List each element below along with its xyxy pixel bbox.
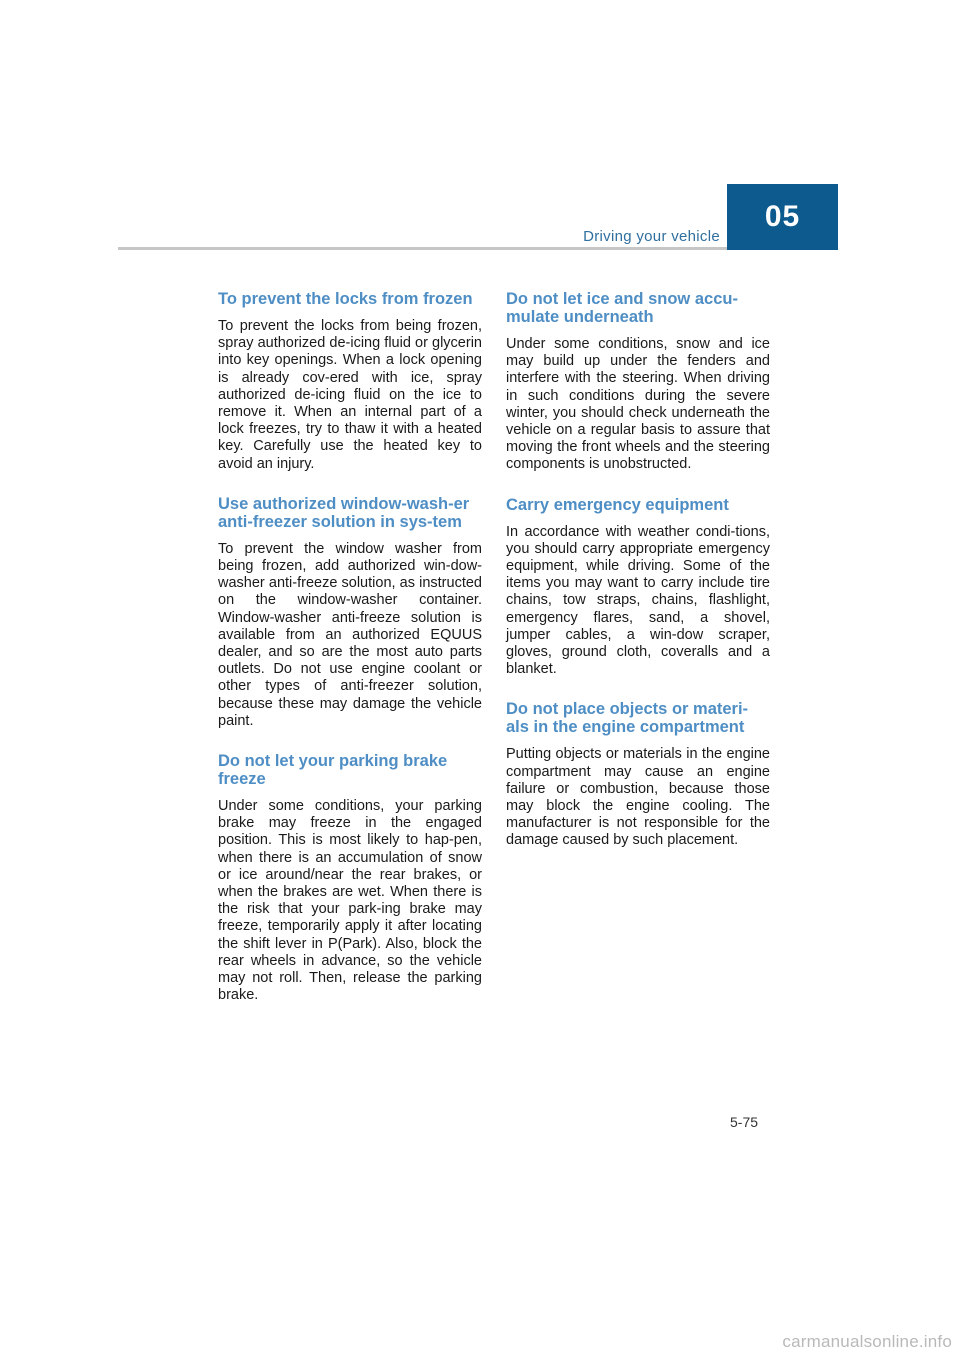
section-body: Under some conditions, your parking brake may freeze in the engaged position. This is most likely to hap-pen, when there is an accumulation of snow or ice around/near the rear brakes, or when the brakes are wet. When there is the risk that your park-ing brake may freeze, temporarily apply it after locating the shift lever in P(Park). Also, block the rear wheels in advance, so the vehicle may not roll. Then, release the parking brake. (218, 798, 482, 1004)
watermark: carmanualsonline.info (782, 1332, 952, 1351)
left-column (218, 290, 482, 1027)
right-column (506, 290, 770, 872)
header-divider (118, 247, 727, 250)
section-parking-brake (218, 752, 482, 1004)
section-heading: Carry emergency equipment (506, 495, 729, 514)
section-body: To prevent the locks from being frozen, spray authorized de-icing fluid or glycerin into key openings. When a lock opening is already cov-ered with ice, spray authorized de-icing fluid on the ice to remove it. When an internal part of a lock freezes, try to thaw it with a heated key. Carefully use the heated key to avoid an injury. (218, 318, 482, 472)
section-locks (218, 290, 482, 473)
section-ice-snow (506, 290, 770, 474)
section-emergency-equipment (506, 496, 770, 679)
section-body: Putting objects or materials in the engine compartment may cause an engine failure or combustion, because those may block the engine cooling. The manufacturer is not responsible for the damage caused by such placement. (506, 746, 770, 849)
section-body: To prevent the window washer from being frozen, add authorized win-dow-washer anti-freeze solution, as instructed on the window-washer container. Window-washer anti-freeze solution is available from an authorized EQUUS dealer, and so are the most auto parts outlets. Do not use engine coolant or other types of anti-freezer solution, because these may damage the vehicle paint. (218, 540, 482, 729)
chapter-number-tab: 05 (727, 184, 838, 250)
page-number: 5-75 (730, 1114, 759, 1130)
section-heading: Use authorized window-wash-er anti-freezer solution in sys-tem (218, 494, 470, 531)
chapter-title: Driving your vehicle (583, 228, 720, 245)
section-engine-compartment (506, 700, 770, 849)
section-heading: Do not let your parking brake freeze (218, 752, 448, 789)
section-body: In accordance with weather condi-tions, you should carry appropriate emergency equipment, while driving. Some of the items you may want to carry include tire chains, tow straps, chains, flashlight, emergency flares, sand, a shovel, jumper cables, a win-dow scraper, gloves, ground cloth, coveralls and a blanket. (506, 523, 770, 678)
section-heading: Do not place objects or materi-als in the engine compartment (506, 700, 749, 737)
section-body: Under some conditions, snow and ice may build up under the fenders and interfere with the steering. When driving in such conditions during the severe winter, you should check underneath the vehicle on a regular basis to assure that moving the front wheels and the steering components is unobstructed. (506, 336, 770, 473)
section-heading: To prevent the locks from frozen (218, 290, 473, 308)
section-heading: Do not let ice and snow accu-mulate underneath (506, 290, 738, 326)
section-washer-fluid (218, 495, 482, 730)
